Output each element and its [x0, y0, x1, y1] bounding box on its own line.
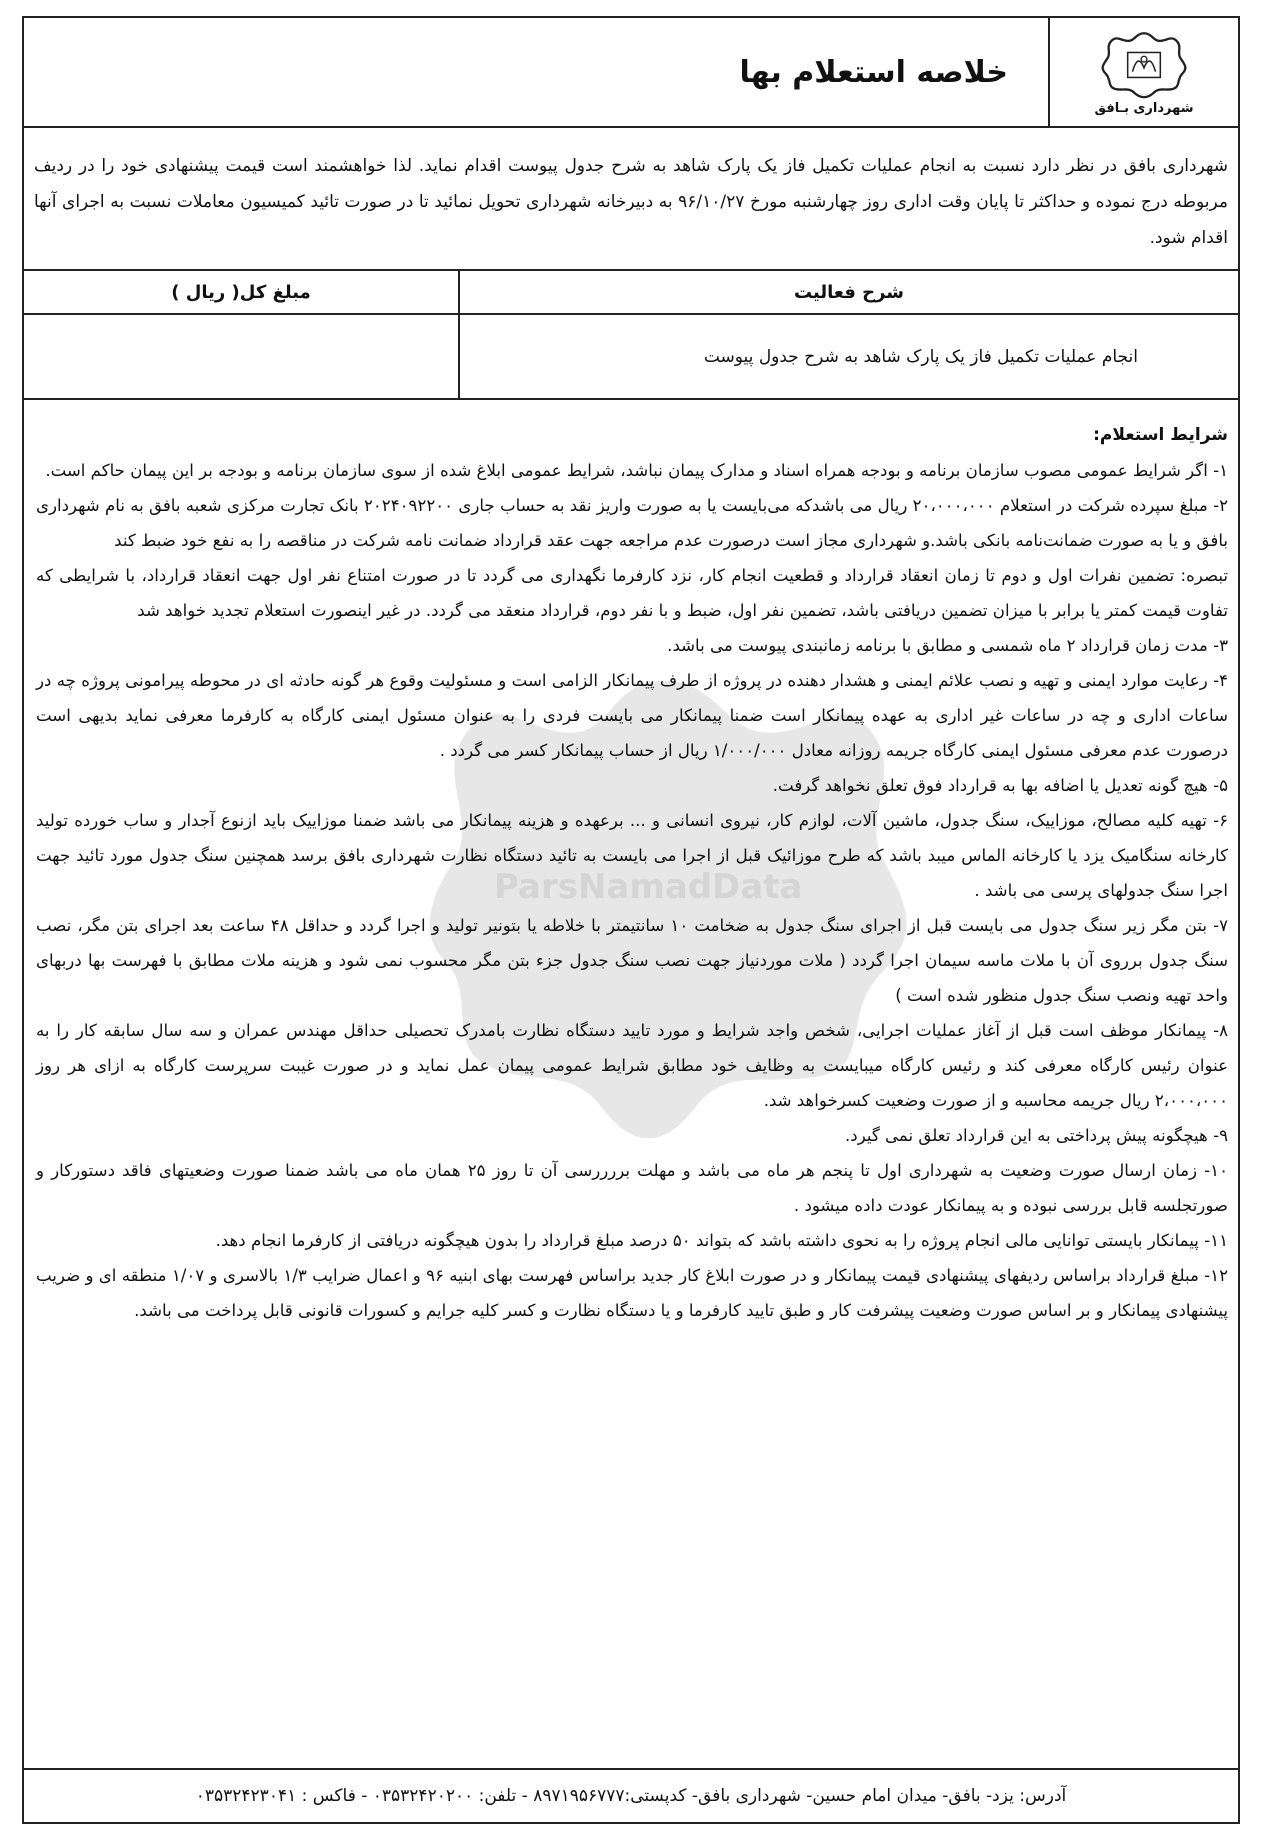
condition-item: ۶- تهیه کلیه مصالح، موزاییک، سنگ جدول، ماشین آلات، لوازم کار، نیروی انسانی و ... برعهده و هزینه پیمانکار می باشد ضمنا موزاییک باید ازنوع آجدار و ساب خورده تولید کارخانه سنگامیک یزد یا کارخانه الماس میبد باشد که طرح موزائیک قبل از اجرا می بایست به تائید دستگاه نظارت شهرداری بافق برسد همچنین سنگ جدول مورد تائید جهت اجرا سنگ جدولهای پرسی می باشد .	[36, 811, 1228, 900]
title-cell	[24, 18, 1048, 126]
watermark-text: ParsNamadData	[494, 867, 803, 907]
condition-item: ۲- مبلغ سپرده شرکت در استعلام ۲۰،۰۰۰،۰۰۰ ریال می باشدکه می‌بایست یا به صورت واریز نقد به حساب جاری ۲۰۲۴۰۹۲۲۰۰ بانک تجارت مرکزی شعبه بافق به نام شهرداری بافق و یا به صورت ضمانت‌نامه بانکی باشد.و شهرداری مجاز است درصورت عدم مراجعه جهت عقد قرارداد ضمانت نامه شرکت در مناقصه را به نفع خود ضبط کند	[36, 496, 1228, 550]
condition-item: ۱۲- مبلغ قرارداد براساس ردیفهای پیشنهادی قیمت پیمانکار و در صورت ابلاغ کار جدید براساس فهرست بهای ابنیه ۹۶ و اعمال ضرایب ۱/۳ بالاسری و ۱/۰۷ منطقه ای و ضریب پیشنهادی پیمانکار و بر اساس صورت وضعیت پیشرفت کار و طبق تایید کارفرما و یا دستگاه نظارت و کسر کلیه جرایم و کسورات قانونی قابل پرداخت می باشد.	[36, 1266, 1228, 1320]
municipality-logo	[1048, 18, 1238, 126]
footer-address: آدرس: یزد- بافق- میدان امام حسین- شهرداری بافق- کدپستی:۸۹۷۱۹۵۶۷۷۷ - تلفن: ۰۳۵۳۲۴۲۰۲۰۰ - فاکس : ۰۳۵۳۲۴۲۳۰۴۱	[195, 1786, 1067, 1806]
condition-item: ۷- بتن مگر زیر سنگ جدول می بایست قبل از اجرای سنگ جدول به ضخامت ۱۰ سانتیمتر با خلاطه یا بتونیر تولید و اجرا گردد و حداقل ۴۸ ساعت بعد اجرای بتن مگر، نصب سنگ جدول برروی آن با ملات ماسه سیمان اجرا گردد ( ملات موردنیاز جهت نصب سنگ جدول جزء بتن مگر محسوب نمی شود و هزینه ملات مطابق با فهرست بها دربهای واحد تهیه ونصب سنگ جدول منظور شده است )	[36, 916, 1228, 1005]
condition-item: ۱۰- زمان ارسال صورت وضعیت به شهرداری اول تا پنجم هر ماه می باشد و مهلت بررررسی آن تا روز ۲۵ همان ماه می باشد ضمنا صورت وضعیتهای فاقد دستورکار و صورتجلسه قابل بررسی نبوده و به پیمانکار عودت داده میشود .	[36, 1161, 1228, 1215]
condition-item: ۳- مدت زمان قرارداد ۲ ماه شمسی و مطابق با برنامه زمانبندی پیوست می باشد.	[667, 636, 1228, 655]
condition-item: ۴- رعایت موارد ایمنی و تهیه و نصب علائم ایمنی و هشدار دهنده در پروژه از طرف پیمانکار الزامی است و مسئولیت وقوع هر گونه حادثه ای در محوطه پیرامونی پروژه چه در ساعات اداری و چه در ساعات غیر اداری به عهده پیمانکار است ضمنا پیمانکار می بایست فردی را به عنوان مسئول ایمنی کارگاه به کارفرما معرفی نماید بدیهی است درصورت عدم معرفی مسئول ایمنی کارگاه جریمه روزانه معادل ۱/۰۰۰/۰۰۰ ریال از حساب پیمانکار کسر می گردد .	[36, 671, 1228, 760]
column-header-amount: مبلغ کل( ریال )	[171, 281, 311, 303]
municipality-emblem-icon	[1096, 29, 1192, 99]
column-header-description: شرح فعالیت	[458, 271, 1238, 313]
activity-amount-cell	[24, 315, 458, 398]
intro-paragraph: شهرداری بافق در نظر دارد نسبت به انجام عملیات تکمیل فاز یک پارک شاهد به شرح جدول پیوست اقدام نماید. لذا خواهشمند است قیمت پیشنهادی خود را در ردیف مربوطه درج نموده و حداکثر تا پایان وقت اداری روز چهارشنبه مورخ ۹۶/۱۰/۲۷ به دبیرخانه شهرداری تحویل نمائید تا در صورت تائید کمیسیون معاملات نسبت به اجرای آنها اقدام شود.	[24, 128, 1238, 271]
conditions-section	[24, 400, 1238, 1770]
logo-caption: شهرداری بـافق	[1094, 100, 1194, 116]
condition-item: ۱۱- پیمانکار بایستی توانایی مالی انجام پروژه را به نحوی داشته باشد که بتواند ۵۰ درصد مبلغ قرارداد را بدون هیچگونه دریافتی از کارفرما انجام دهد.	[215, 1231, 1228, 1250]
activity-description-cell: انجام عملیات تکمیل فاز یک پارک شاهد به شرح جدول پیوست	[458, 315, 1238, 398]
document-page	[22, 16, 1240, 1824]
condition-item: ۱- اگر شرایط عمومی مصوب سازمان برنامه و بودجه همراه اسناد و مدارک پیمان نباشد، شرایط عمومی ابلاغ شده از سوی سازمان برنامه و بودجه بر این پیمان حاکم است.	[45, 461, 1228, 480]
condition-item: ۵- هیچ گونه تعدیل یا اضافه بها به قرارداد فوق تعلق نخواهد گرفت.	[772, 776, 1228, 795]
conditions-title: شرایط استعلام:	[1093, 425, 1228, 445]
page-title: خلاصه استعلام بها	[739, 54, 1008, 90]
activity-table-row	[24, 315, 1238, 400]
condition-item: ۸- پیمانکار موظف است قبل از آغاز عملیات اجرایی، شخص واجد شرایط و مورد تایید دستگاه نظارت بامدرک تحصیلی حداقل مهندس عمران و سه سال سابقه کار را به عنوان رئیس کارگاه معرفی کند و رئیس کارگاه میبایست به وظایف خود مطابق شرایط عمومی پیمان عمل نماید و در صورت غیبت سرپرست کارگاه به ازای هر روز ۲،۰۰۰،۰۰۰ ریال جریمه محاسبه و از صورت وضعیت کسرخواهد شد.	[36, 1021, 1228, 1110]
activity-table-header	[24, 271, 1238, 315]
condition-item: ۹- هیچگونه پیش پرداختی به این قرارداد تعلق نمی گیرد.	[845, 1126, 1228, 1145]
document-header	[24, 18, 1238, 128]
condition-note: تبصره: تضمین نفرات اول و دوم تا زمان انعقاد قرارداد و قطعیت انجام کار، نزد کارفرما نگهداری می گردد تا در صورت امتناع نفر اول جهت انعقاد قرارداد، با شرایطی که تفاوت قیمت کمتر یا برابر با میزان تضمین دریافتی باشد، تضمین نفر اول، ضبط و با نفر دوم، قرارداد منعقد می گردد. در غیر اینصورت استعلام تجدید خواهد شد	[36, 566, 1228, 620]
